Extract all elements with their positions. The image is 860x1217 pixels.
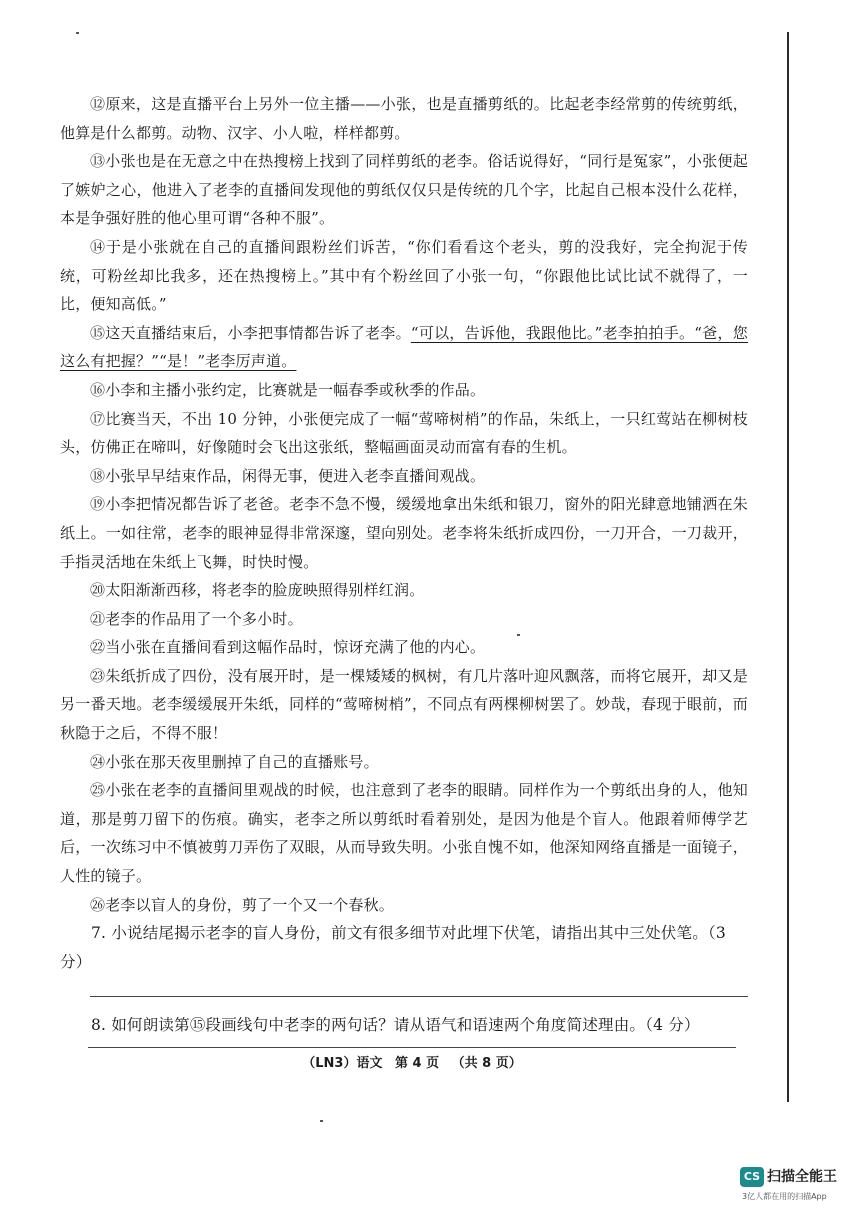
story-text	[60, 90, 748, 1040]
footer-divider	[88, 1047, 736, 1048]
scan-speck	[76, 32, 79, 34]
paragraph-15: ⑮这天直播结束后，小李把事情都告诉了老李。“可以，告诉他，我跟他比。”老李拍拍手。“爸，您这么有把握？”“是！”老李厉声道。	[60, 323, 748, 371]
footer-page: 第 4 页	[395, 1056, 440, 1071]
underlined-sentence: “可以，告诉他，我跟他比。”老李拍拍手。“爸，您这么有把握？”“是！”老李厉声道。	[60, 323, 748, 371]
paragraph-24: ㉔小张在那天夜里删掉了自己的直播账号。	[90, 752, 379, 771]
answer-line	[90, 996, 748, 997]
paragraph-21: ㉑老李的作品用了一个多小时。	[90, 609, 303, 628]
camscanner-logo-icon: CS	[740, 1167, 764, 1187]
question-8: 8. 如何朗读第⑮段画线句中老李的两句话？请从语气和语速两个角度简述理由。（4 分）	[91, 1016, 700, 1035]
question-7: 7. 小说结尾揭示老李的盲人身份，前文有很多细节对此埋下伏笔，请指出其中三处伏笔。（3 分）	[60, 924, 726, 971]
paragraph-22: ㉒当小张在直播间看到这幅作品时，惊讶充满了他的内心。	[90, 638, 486, 657]
paragraph-25: ㉕小张在老李的直播间里观战的时候，也注意到了老李的眼睛。同样作为一个剪纸出身的人，他知道，那是剪刀留下的伤痕。确实，老李之所以剪纸时看着别处，是因为他是个盲人。他跟着师傅学艺后，一次练习中不慎被剪刀弄伤了双眼，从而导致失明。小张自愧不如，他深知网络直播是一面镜子，人性的镜子。	[60, 781, 749, 886]
paragraph-16: ⑯小李和主播小张约定，比赛就是一幅春季或秋季的作品。	[90, 380, 486, 399]
paragraph-12: ⑫原来，这是直播平台上另外一位主播——小张，也是直播剪纸的。比起老李经常剪的传统剪纸，他算是什么都剪。动物、汉字、小人啦，样样都剪。	[60, 95, 749, 142]
camscanner-tagline: 3亿人都在用的扫描App	[742, 1192, 827, 1201]
page-right-border	[787, 32, 789, 1102]
paragraph-18: ⑱小张早早结束作品，闲得无事，便进入老李直播间观战。	[90, 466, 486, 485]
paragraph-20: ⑳太阳渐渐西移，将老李的脸庞映照得别样红润。	[90, 581, 425, 600]
paragraph-14: ⑭于是小张就在自己的直播间跟粉丝们诉苦，“你们看看这个老头，剪的没我好，完全拘泥于传统，可粉丝却比我多，还在热搜榜上。”其中有个粉丝回了小张一句，“你跟他比试比试不就得了，一比，便知高低。”	[60, 237, 748, 314]
camscanner-name: 扫描全能王	[767, 1169, 837, 1185]
footer-subject: （LN3）语文	[302, 1056, 383, 1071]
page-footer	[88, 1052, 736, 1071]
paragraph-19: ⑲小李把情况都告诉了老爸。老李不急不慢，缓缓地拿出朱纸和银刀，窗外的阳光肆意地铺洒在朱纸上。一如往常，老李的眼神显得非常深邃，望向别处。老李将朱纸折成四份，一刀开合，一刀裁开，手指灵活地在朱纸上飞舞，时快时慢。	[60, 495, 749, 571]
paragraph-13: ⑬小张也是在无意之中在热搜榜上找到了同样剪纸的老李。俗话说得好，“同行是冤家”，小张便起了嫉妒之心，他进入了老李的直播间发现他的剪纸仅仅只是传统的几个字，比起自己根本没什么花样，本是争强好胜的他心里可谓“各种不服”。	[60, 152, 748, 228]
paragraph-26: ㉖老李以盲人的身份，剪了一个又一个春秋。	[90, 895, 395, 914]
scan-speck	[320, 1120, 323, 1122]
paragraph-17: ⑰比赛当天，不出 10 分钟，小张便完成了一幅“莺啼树梢”的作品，朱纸上，一只红莺站在柳树枝头，仿佛正在啼叫，好像随时会飞出这张纸，整幅画面灵动而富有春的生机。	[60, 409, 748, 457]
footer-total: （共 8 页）	[451, 1056, 522, 1071]
paragraph-23: ㉓朱纸折成了四份，没有展开时，是一棵矮矮的枫树，有几片落叶迎风飘落，而将它展开，却又是另一番天地。老李缓缓展开朱纸，同样的“莺啼树梢”，不同点有两棵柳树罢了。妙哉，春现于眼前，而秋隐于之后，不得不服！	[60, 666, 749, 743]
